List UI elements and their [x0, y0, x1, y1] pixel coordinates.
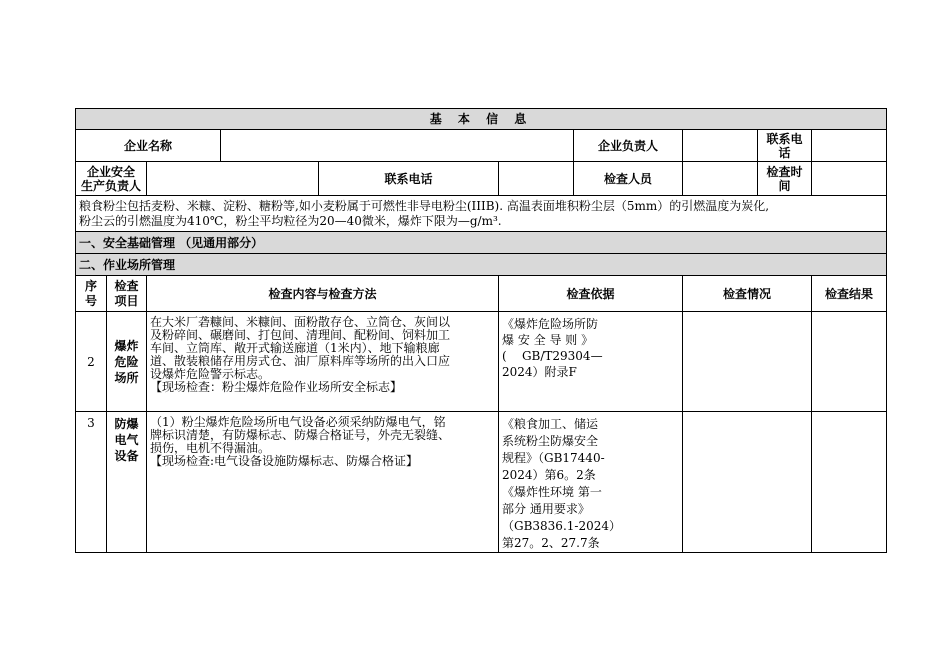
row-content-line: 牌标识清楚，有防爆标志、防爆合格证号，外壳无裂缝、 — [150, 428, 451, 442]
company-name-value[interactable] — [221, 130, 574, 162]
row-basis-line: 2024）附录F — [502, 365, 577, 379]
row-content-line: （1）粉尘爆炸危险场所电气设备必须采纳防爆电气，铭 — [150, 415, 446, 429]
row-content-line: 车间、立筒库、敞开式输送廊道（1米内）、地下输粮廊 — [150, 341, 440, 355]
row-basis-line: ( GB/T29304— — [502, 349, 603, 363]
row-no: 3 — [76, 412, 107, 553]
section-workplace: 二、作业场所管理 — [76, 254, 887, 276]
row-basis-line: 《爆炸性环境 第一 — [502, 485, 602, 499]
phone-value-2[interactable] — [499, 162, 574, 196]
row-content-line: 在大米厂砻糠间、米糠间、面粉散存仓、立筒仓、灰间以 — [150, 315, 451, 329]
row-status[interactable] — [683, 312, 812, 412]
row-basis-line: 系统粉尘防爆安全 — [502, 434, 599, 448]
row-basis-line: 规程》（GB17440- — [502, 451, 605, 465]
row-basis — [499, 312, 683, 412]
safety-head-label-line2: 生产负责人 — [80, 178, 141, 193]
row-content-line: 损伤，电机不得漏油。 — [150, 441, 271, 455]
basic-info-title: 基 本 信 息 — [76, 109, 887, 130]
row-basis-line: 第27。2、27.7条 — [502, 536, 600, 550]
title-row — [76, 109, 887, 130]
section2-row — [76, 254, 887, 276]
row-basis-line: 2024）第6。2条 — [502, 468, 596, 482]
header-item — [107, 276, 147, 312]
phone-label-1: 联系电话 — [758, 130, 812, 162]
inspector-value[interactable] — [683, 162, 758, 196]
inspection-table — [75, 108, 887, 553]
dust-description-line1: 粮食粉尘包括麦粉、米糠、淀粉、糖粉等,如小麦粉属于可燃性非导电粉尘(IIIB). 高温表面堆积粉尘层（5mm）的引燃温度为炭化, — [79, 198, 770, 213]
header-result: 检查结果 — [812, 276, 887, 312]
row-content-line: 及粉碎间、碾磨间、打包间、清理间、配粉间、饲料加工 — [150, 328, 451, 342]
safety-head-label — [76, 162, 147, 196]
row-result[interactable] — [812, 312, 887, 412]
row-result[interactable] — [812, 412, 887, 553]
company-head-value[interactable] — [683, 130, 758, 162]
dust-description-line2: 粉尘云的引燃温度为410℃，粉尘平均粒径为20—40微米，爆炸下限为—g/m³. — [79, 213, 502, 228]
row-basis-line: 《粮食加工、储运 — [502, 417, 599, 431]
company-head-label: 企业负责人 — [574, 130, 683, 162]
header-status: 检查情况 — [683, 276, 812, 312]
header-row — [76, 276, 887, 312]
table-row — [76, 412, 887, 553]
row-item-text: 爆炸危险场所 — [114, 338, 139, 385]
row-no: 2 — [76, 312, 107, 412]
row-item — [107, 312, 147, 412]
row-content-line: 设爆炸危险警示标志。 — [150, 367, 271, 381]
row-content — [147, 312, 499, 412]
safety-head-value[interactable] — [147, 162, 319, 196]
row-basis — [499, 412, 683, 553]
header-basis: 检查依据 — [499, 276, 683, 312]
row-content-line: 【现场检查:电气设备设施防爆标志、防爆合格证】 — [150, 454, 419, 468]
header-item-text: 检查项目 — [114, 278, 139, 308]
company-row — [76, 130, 887, 162]
header-no-text: 序号 — [84, 278, 97, 308]
row-content-line: 【现场检查：粉尘爆炸危险作业场所安全标志】 — [150, 380, 403, 394]
row-content — [147, 412, 499, 553]
description-row — [76, 196, 887, 232]
inspect-time-label: 检查时间 — [758, 162, 812, 196]
header-content: 检查内容与检查方法 — [147, 276, 499, 312]
row-basis-line: （GB3836.1-2024） — [502, 519, 621, 533]
dust-description — [76, 196, 887, 232]
row-basis-line: 《爆炸危险场所防 — [502, 317, 599, 331]
phone-value-1[interactable] — [812, 130, 887, 162]
row-content-line: 道、散装粮储存用房式仓、油厂原料库等场所的出入口应 — [150, 354, 451, 368]
inspect-time-value[interactable] — [812, 162, 887, 196]
section1-row — [76, 232, 887, 254]
inspector-label: 检查人员 — [574, 162, 683, 196]
row-item-text: 防爆电气设备 — [114, 417, 139, 463]
safety-head-row — [76, 162, 887, 196]
row-basis-line: 爆 安 全 导 则 》 — [502, 333, 594, 347]
row-item — [107, 412, 147, 553]
row-basis-line: 部分 通用要求》 — [502, 502, 590, 516]
table-row — [76, 312, 887, 412]
phone-label-2: 联系电话 — [319, 162, 499, 196]
company-name-label: 企业名称 — [76, 130, 221, 162]
section-safety-basics: 一、安全基础管理 （见通用部分） — [76, 232, 887, 254]
safety-head-label-line1: 企业安全 — [86, 164, 135, 179]
row-status[interactable] — [683, 412, 812, 553]
header-no — [76, 276, 107, 312]
